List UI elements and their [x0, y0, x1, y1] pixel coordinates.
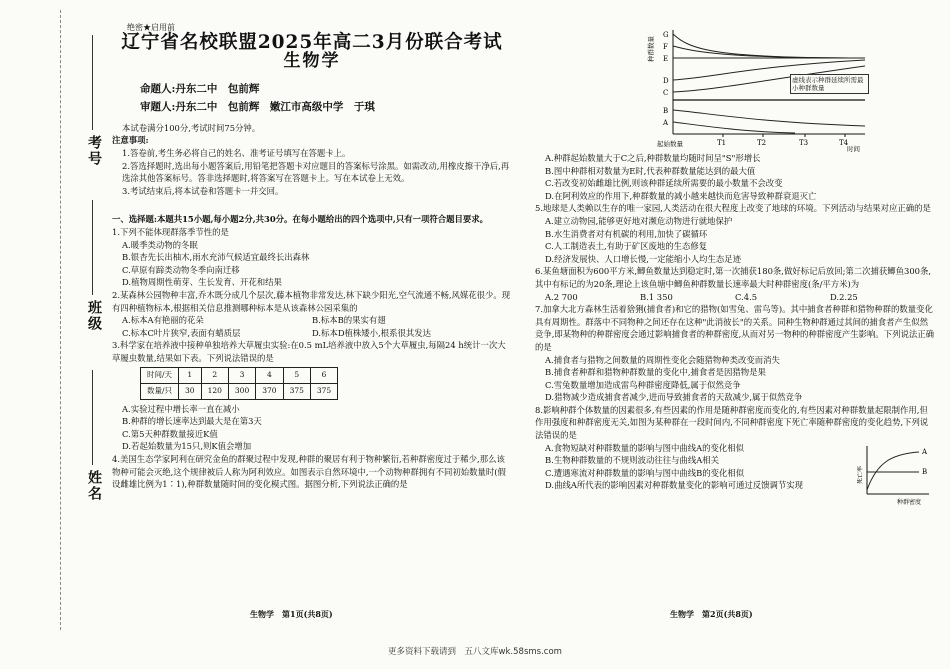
- binding-strip: [0, 0, 115, 640]
- curve-label: D: [663, 77, 669, 85]
- curve-a: [673, 122, 795, 133]
- option: A.暖季类动物的冬眠: [122, 239, 198, 250]
- tick-label: T1: [717, 139, 727, 147]
- reviewer-line: 审题人:丹东二中 包前辉 嫩江市高级中学 于琪: [140, 100, 375, 113]
- authors-block: [140, 80, 512, 116]
- question-3: [112, 339, 512, 453]
- question-stem: 5.地球是人类赖以生存的唯一家园,人类活动在很大程度上改变了地球的环境。下列活动与结果对应正确的是: [535, 203, 931, 214]
- exam-title: 辽宁省名校联盟2025年高二3月份联合考试: [121, 31, 503, 53]
- question-5: [535, 202, 935, 265]
- question-2: [112, 289, 512, 339]
- curve-label: F: [663, 43, 668, 51]
- table-cell: 3: [228, 368, 255, 384]
- option: D.曲线A所代表的影响因素对种群数量变化的影响可通过反馈调节实现: [545, 480, 803, 491]
- right-page-footer: 生物学 第2页(共8页): [670, 609, 753, 619]
- x-axis-title: 起始数量: [657, 140, 683, 148]
- table-cell: 1: [179, 368, 202, 384]
- notice-title: 注意事项:: [112, 135, 149, 146]
- question-stem: 2.某森林公园物种丰富,乔木既分成几个层次,藤本植物非常发达,林下缺少阳光,空气流通不畅,风媒花很少。现有四种植物标本,根据相关信息推测哪种标本是从该森林公园采集的: [112, 289, 511, 313]
- table-cell: 时间/天: [141, 368, 179, 384]
- tick-label: T3: [799, 139, 809, 147]
- question-7: [535, 303, 935, 404]
- question-stem: 3.科学家在培养液中接种单独培养大草履虫实验:在0.5 mL培养液中放入5个大草履虫,每隔24 h统计一次大草履虫数量,结果如下表。下列说法错误的是: [112, 340, 506, 363]
- left-page-footer: 生物学 第1页(共8页): [250, 609, 333, 619]
- option: C.遭遇寒流对种群数量的影响与图中曲线B的变化相似: [545, 467, 745, 478]
- curve-a: [867, 452, 919, 490]
- option: A.建立动物园,能够更好地对濒危动物进行就地保护: [545, 215, 733, 226]
- confidential-mark: 绝密★启用前: [127, 23, 175, 32]
- option: C.草原有蹄类动物冬季向南迁移: [122, 264, 240, 275]
- x-axis-title: 种群密度: [897, 498, 922, 506]
- curve-label: C: [663, 89, 669, 97]
- name-line: [92, 370, 93, 465]
- notice-item: 3.考试结束后,将本试卷和答题卡一并交回。: [122, 185, 284, 196]
- table-cell: 5: [283, 368, 310, 384]
- setter-line: 命题人:丹东二中 包前辉: [140, 82, 260, 95]
- curve-label: B: [663, 107, 669, 115]
- question-stem: 4.美国生态学家阿利在研究金鱼的群聚过程中发现,种群的聚居有利于物种繁衍,若种群密度过于稀少,那么该物种可能会灭绝,这个规律被后人称为阿利效应。如图表示自然环境中,一个动物种群拥有不同初始数量时(假设雌雄比例为1∶1),种群数量随时间的变化模式图。据图分析,下列说法正确的是: [112, 454, 506, 490]
- option: B.生物种群数量的不规则波动往往与曲线A相关: [545, 455, 719, 466]
- question-8: [535, 404, 935, 506]
- table-cell: 120: [201, 384, 228, 400]
- tick-label: T4: [839, 139, 849, 147]
- exam-no-line: [92, 35, 93, 130]
- table-cell: 数量/只: [141, 384, 179, 400]
- name-label: 姓名: [86, 470, 102, 502]
- option: D.猎物减少造成捕食者减少,进而导致捕食者的天敌减少,属于似然竞争: [545, 392, 803, 403]
- curve-label: A: [663, 119, 669, 127]
- table-cell: 370: [256, 384, 283, 400]
- curve-label: A: [922, 447, 928, 456]
- download-notice: 更多资料下载请到 五八文库wk.58sms.com: [388, 647, 562, 657]
- curve-f: [673, 46, 865, 58]
- table-cell: 4: [256, 368, 283, 384]
- option: B.1 350: [640, 291, 673, 302]
- question-stem: 7.加拿大北方森林生活着猞猁(捕食者)和它的猎物(如雪兔、雷鸟等)。其中捕食者种群和猎物种群的数量变化具有周期性。群落中不同物种之间还存在这种"此消彼长"的关系。同种生物种群通过其间的捕食者产生似然竞争,即某物种的种群密度会通过影响捕食者的种群密度,从而对另一物种的种群密度产生影响。下列说法正确的是: [535, 304, 934, 352]
- option: A.捕食者与猎物之间数量的周期性变化会随猎物种类改变而消失: [545, 354, 780, 365]
- question-stem: 8.影响种群个体数量的因素很多,有些因素的作用是随种群密度而变化的,有些因素对种群数量起限制作用,但作用强度和种群密度无关,如图为某种群在一段时间内,不同种群密度下死亡率随种群密度的变化趋势,下列说法错误的是: [535, 404, 929, 441]
- subject-title: 生物学: [283, 51, 341, 72]
- right-page: [535, 22, 935, 506]
- table-cell: 300: [228, 384, 255, 400]
- binding-dashed-line: [60, 10, 61, 630]
- option: B.捕食者种群和猎物种群数量的变化中,捕食者是因猎物是果: [545, 367, 766, 378]
- option: A.食物短缺对种群数量的影响与图中曲线A的变化相似: [545, 442, 745, 453]
- y-axis-title: 种群数量: [647, 36, 655, 62]
- class-label: 班级: [86, 300, 102, 332]
- option: C.人工制造表土,有助于矿区废地的生态修复: [545, 241, 708, 252]
- section-one-heading: 一、选择题:本题共15小题,每小题2分,共30分。在每小题给出的四个选项中,只有一项符合题目要求。: [112, 214, 488, 225]
- table-row: [141, 368, 338, 384]
- option: C.标本C叶片狭窄,表面有蜡质层: [122, 327, 241, 338]
- exam-info: 本试卷满分100分,考试时间75分钟。: [122, 122, 261, 133]
- option: C.雪兔数量增加造成雷鸟种群密度降低,属于似然竞争: [545, 379, 741, 390]
- notice-item: 1.答卷前,考生务必将自己的姓名、准考证号填写在答题卡上。: [122, 147, 351, 158]
- table-cell: 375: [283, 384, 310, 400]
- curve-b: [673, 110, 865, 126]
- option: D.标本D植株矮小,根系很其发达: [312, 327, 431, 338]
- option: B.种群的增长速率达到最大是在第3天: [122, 416, 262, 427]
- option: D.在阿利效应的作用下,种群数量的减小越来越快而危害导致种群衰退灭亡: [545, 190, 817, 201]
- option: B.图中种群相对数量为E时,代表种群数量能达到的最大值: [545, 165, 756, 176]
- option: A.2 700: [545, 291, 578, 302]
- question-1: [112, 226, 512, 289]
- option: A.种群起始数量大于C之后,种群数量均随时间呈"S"形增长: [545, 153, 761, 163]
- question-stem: 1.下列不能体现群落季节性的是: [112, 226, 229, 237]
- option: A.标本A有艳丽的花朵: [122, 315, 204, 326]
- allee-effect-graph: [535, 22, 935, 152]
- question-4: [112, 453, 512, 491]
- notice-list: [112, 147, 512, 197]
- option: C.4.5: [735, 291, 758, 302]
- y-axis-title: 死亡率: [857, 465, 864, 484]
- paramecium-table: [140, 367, 338, 399]
- option: B.水生消费者对有机碳的利用,加快了碳循环: [545, 228, 708, 239]
- question-stem: 6.某鱼塘面积为600平方米,鲫鱼数量达到稳定时,第一次捕获180条,做好标记后放回;第二次捕获鲫鱼300条,其中有标记的为20条,理论上该鱼塘中鲫鱼种群数量长速率最大时种群密度(条/平方米)为: [535, 266, 932, 289]
- question-6: [535, 265, 935, 303]
- table-cell: 2: [201, 368, 228, 384]
- table-row: [141, 384, 338, 400]
- table-cell: 6: [310, 368, 337, 384]
- option: C.若改变初始雌雄比例,则该种群延续所需要的最小数量不会改变: [545, 178, 783, 189]
- mortality-curves: [857, 442, 935, 506]
- time-label: 时间: [847, 145, 860, 152]
- mortality-chart: [857, 442, 935, 506]
- curve-label: B: [922, 467, 928, 476]
- option: D.2.25: [830, 291, 858, 302]
- graph-note: 虚线表示种群延续所需最小种群数量: [790, 74, 869, 94]
- left-page: [112, 22, 512, 491]
- curve-g: [673, 34, 865, 58]
- option: B.标本B的果实有翅: [312, 315, 386, 326]
- option: C.第5天种群数量接近K值: [122, 428, 218, 439]
- curve-label: E: [663, 55, 669, 63]
- option: D.经济发展快、人口增长慢,一定能缩小人均生态足迹: [545, 253, 741, 264]
- exam-no-label: 考号: [86, 135, 102, 167]
- option: B.银杏先长出柚木,雨水充沛气候适宜最终长出森林: [122, 252, 310, 263]
- curve-label: G: [663, 31, 669, 39]
- option: D.若起始数量为15只,则K值会增加: [122, 441, 252, 452]
- option: A.实验过程中增长率一直在减小: [122, 403, 240, 414]
- tick-label: T2: [757, 139, 767, 147]
- question-4-options: [535, 152, 935, 202]
- option: D.植物周期性萌芽、生长发育、开花和结果: [122, 277, 282, 288]
- notice-item: 2.答选择题时,选出每小题答案后,用铅笔把答题卡对应题目的答案标号涂黑。如需改动,用橡皮擦干净后,再选涂其他答案标号。答非选择题时,将答案写在答题卡上。写在本试卷上无效。: [122, 160, 510, 184]
- table-cell: 375: [310, 384, 337, 400]
- class-line: [92, 200, 93, 295]
- table-cell: 30: [179, 384, 202, 400]
